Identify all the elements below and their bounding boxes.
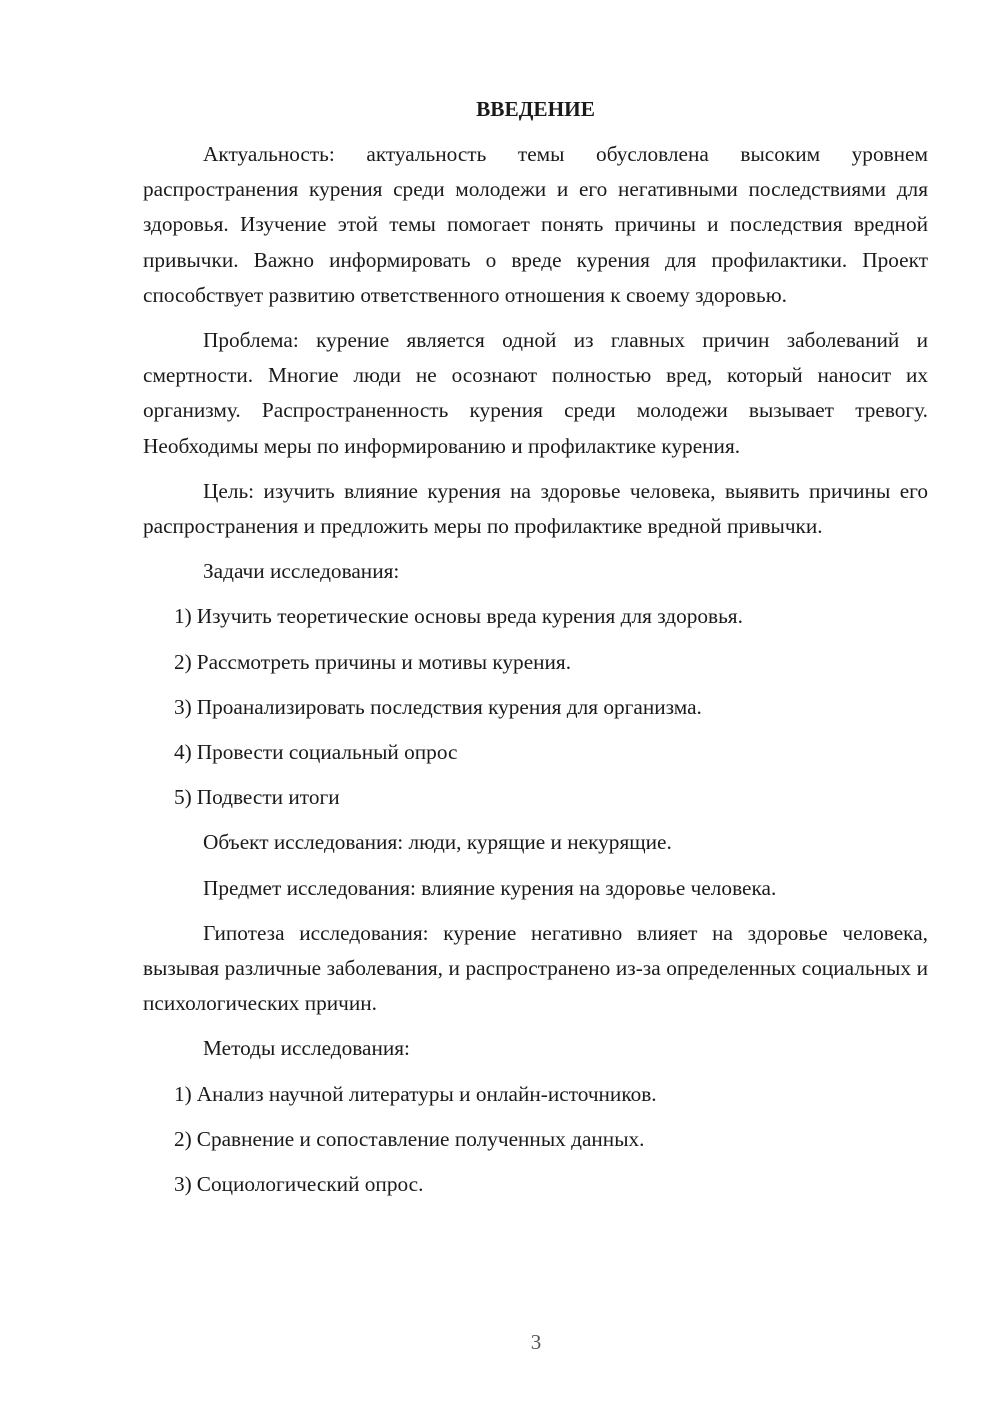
methods-list — [143, 1077, 928, 1203]
list-item — [143, 645, 928, 680]
document-page — [143, 92, 928, 1212]
methods-heading: Методы исследования: — [203, 1036, 410, 1061]
list-item-text: Анализ научной литературы и онлайн-источников. — [196, 1081, 657, 1106]
list-item-text: Изучить теоретические основы вреда курения для здоровья. — [196, 604, 743, 629]
list-item-number: 1) — [174, 604, 192, 629]
page-number: 3 — [530, 1330, 542, 1354]
list-item-text: Социологический опрос. — [196, 1172, 424, 1197]
list-item-number: 2) — [174, 1126, 192, 1151]
list-item — [143, 735, 928, 770]
tasks-list — [143, 599, 928, 815]
list-item — [143, 780, 928, 815]
list-item — [143, 1167, 928, 1202]
list-item-text: Проанализировать последствия курения для организма. — [196, 694, 702, 719]
subject-paragraph: Предмет исследования: влияние курения на здоровье человека. — [203, 875, 777, 900]
list-item-number: 3) — [174, 1172, 192, 1197]
list-item-number: 5) — [174, 785, 192, 810]
list-item — [143, 690, 928, 725]
list-item — [143, 1077, 928, 1112]
object-paragraph: Объект исследования: люди, курящие и некурящие. — [203, 830, 672, 855]
list-item-number: 3) — [174, 694, 192, 719]
list-item-text: Рассмотреть причины и мотивы курения. — [196, 649, 572, 674]
list-item-number: 4) — [174, 740, 192, 765]
list-item-text: Сравнение и сопоставление полученных данных. — [196, 1126, 645, 1151]
list-item-number: 2) — [174, 649, 192, 674]
tasks-heading: Задачи исследования: — [203, 559, 400, 584]
hypothesis-paragraph: Гипотеза исследования: курение негативно влияет на здоровье человека, вызывая различные заболевания, и распространено из-за определенных социальных и психологических причин. — [143, 920, 928, 1016]
document-title: ВВЕДЕНИЕ — [476, 97, 595, 121]
list-item-text: Подвести итоги — [196, 785, 340, 810]
list-item — [143, 1122, 928, 1157]
problem-paragraph: Проблема: курение является одной из главных причин заболеваний и смертности. Многие люди не осознают полностью вред, который наносит их организму. Распространенность курения среди молодежи вызывает тревогу. Необходимы меры по информированию и профилактике курения. — [143, 328, 928, 458]
goal-paragraph: Цель: изучить влияние курения на здоровье человека, выявить причины его распространения и предложить меры по профилактике вредной привычки. — [143, 478, 928, 539]
list-item — [143, 599, 928, 634]
relevance-paragraph: Актуальность: актуальность темы обусловлена высоким уровнем распространения курения среди молодежи и его негативными последствиями для здоровья. Изучение этой темы помогает понять причины и последствия вредной привычки. Важно информировать о вреде курения для профилактики. Проект способствует развитию ответственного отношения к своему здоровью. — [143, 142, 928, 307]
list-item-text: Провести социальный опрос — [196, 740, 458, 765]
list-item-number: 1) — [174, 1081, 192, 1106]
